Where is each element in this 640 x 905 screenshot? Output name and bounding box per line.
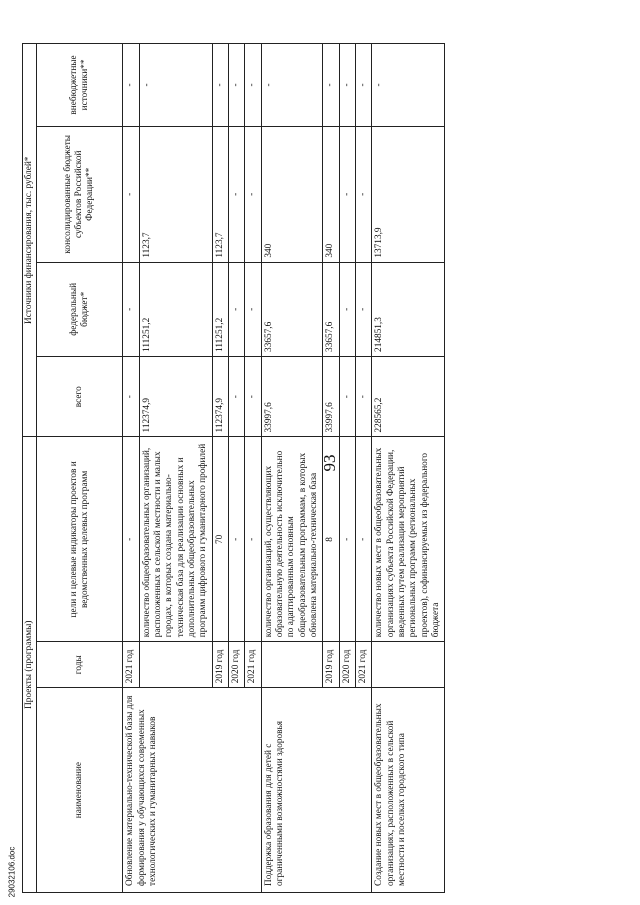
table-row: [123, 44, 139, 893]
cell-year: 2019 год: [323, 642, 339, 688]
cell-goal: -: [355, 437, 371, 642]
cell-total: -: [339, 356, 355, 437]
cell-year: 2021 год: [355, 642, 371, 688]
header-row-groups: [23, 44, 37, 893]
cell-federal: -: [123, 262, 139, 356]
cell-total: -: [123, 356, 139, 437]
cell-total: 112374,9: [139, 356, 212, 437]
cell-year: 2020 год: [339, 642, 355, 688]
cell-year: 2021 год: [123, 642, 139, 688]
header-total: всего: [37, 356, 123, 437]
cell-total: 33997,6: [323, 356, 339, 437]
cell-consolidated: -: [339, 126, 355, 262]
cell-federal: -: [339, 262, 355, 356]
cell-extra: -: [323, 44, 339, 127]
cell-federal: 33657,6: [323, 262, 339, 356]
cell-federal: 214851,3: [372, 262, 445, 356]
table-row: [372, 44, 445, 893]
cell-federal: -: [228, 262, 244, 356]
cell-total: 112374,9: [212, 356, 228, 437]
cell-total: 33997,6: [261, 356, 323, 437]
cell-extra: -: [228, 44, 244, 127]
header-extra: внебюджетные источники**: [37, 44, 123, 127]
cell-federal: -: [355, 262, 371, 356]
cell-goal: количество организаций, осуществляющих образовательную деятельность исключительно по адаптированным основным общеобразовательным программам, в которых обновлена материально-техническая база: [261, 437, 323, 642]
cell-extra: -: [372, 44, 445, 127]
cell-extra: -: [339, 44, 355, 127]
cell-extra: -: [212, 44, 228, 127]
cell-year: [372, 642, 445, 688]
cell-year: 2020 год: [228, 642, 244, 688]
cell-federal: 33657,6: [261, 262, 323, 356]
cell-year: 2021 год: [245, 642, 261, 688]
header-years: годы: [37, 642, 123, 688]
cell-consolidated: 340: [323, 126, 339, 262]
cell-federal: -: [245, 262, 261, 356]
cell-extra: -: [355, 44, 371, 127]
cell-consolidated: 13713,9: [372, 126, 445, 262]
cell-goal: количество новых мест в общеобразовательных организациях субъекта Российской Федерации, введенных путем реализации мероприятий региональных программ (региональных проектов), софинансируемых из федерального бюджета: [372, 437, 445, 642]
cell-extra: -: [139, 44, 212, 127]
cell-goal: -: [245, 437, 261, 642]
cell-extra: -: [245, 44, 261, 127]
project-name: Создание новых мест в общеобразовательных организациях, расположенных в сельской местности и поселках городского типа: [372, 688, 445, 893]
cell-goal: -: [123, 437, 139, 642]
header-name: наименование: [37, 688, 123, 893]
header-federal: федеральный бюджет*: [37, 262, 123, 356]
cell-goal: -: [228, 437, 244, 642]
cell-total: -: [245, 356, 261, 437]
cell-consolidated: -: [123, 126, 139, 262]
cell-extra: -: [261, 44, 323, 127]
document-filename: 29032106.doc: [7, 846, 17, 898]
project-name: Обновление материально-технической базы для формирования у обучающихся современных технологических и гуманитарных навыков: [123, 688, 261, 893]
header-consolidated: консолидированные бюджеты субъектов Российской Федерации**: [37, 126, 123, 262]
cell-year: [261, 642, 323, 688]
cell-year: [139, 642, 212, 688]
table-body: [123, 44, 445, 893]
cell-federal: 111251,2: [139, 262, 212, 356]
cell-goal: 70: [212, 437, 228, 642]
header-row-columns: [37, 44, 123, 893]
table-row: [261, 44, 323, 893]
cell-consolidated: -: [228, 126, 244, 262]
cell-total: -: [228, 356, 244, 437]
cell-federal: 111251,2: [212, 262, 228, 356]
project-name: Поддержка образования для детей с ограниченными возможностями здоровья: [261, 688, 372, 893]
cell-consolidated: 340: [261, 126, 323, 262]
page-number: 93: [320, 454, 339, 472]
cell-consolidated: -: [245, 126, 261, 262]
header-funding-group: Источники финансирования, тыс. рублей*: [23, 44, 37, 437]
header-goals: цели и целевые индикаторы проектов и ведомственных целевых программ: [37, 437, 123, 642]
cell-goal: -: [339, 437, 355, 642]
cell-total: 228565,2: [372, 356, 445, 437]
cell-consolidated: -: [355, 126, 371, 262]
cell-goal: количество общеобразовательных организаций, расположенных в сельской местности и малых городах, в которых создана материально-техническая база для реализации основных и дополнительных общеобразовательных программ цифрового и гуманитарного профилей: [139, 437, 212, 642]
cell-year: 2019 год: [212, 642, 228, 688]
cell-consolidated: 1123,7: [139, 126, 212, 262]
rotated-table-container: [22, 43, 634, 893]
funding-table: [22, 43, 445, 893]
cell-goal: 8: [323, 437, 339, 642]
header-projects-group: Проекты (программы): [23, 437, 37, 893]
cell-total: -: [355, 356, 371, 437]
cell-extra: -: [123, 44, 139, 127]
cell-consolidated: 1123,7: [212, 126, 228, 262]
